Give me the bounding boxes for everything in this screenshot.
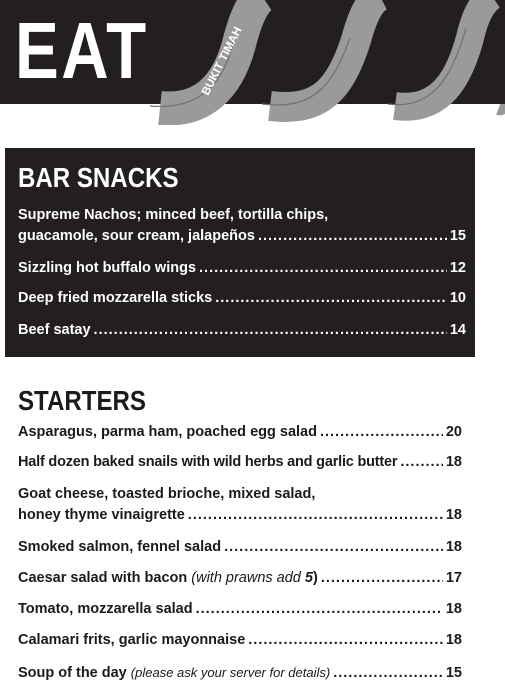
- menu-item-name-line1: Supreme Nachos; minced beef, tortilla chips,: [18, 207, 329, 223]
- menu-item-name: Caesar salad with bacon: [18, 570, 188, 586]
- menu-item: [18, 537, 462, 558]
- menu-item-name: Asparagus, parma ham, poached egg salad: [18, 424, 317, 440]
- dot-leader: [188, 505, 443, 526]
- menu-item-price: 18: [445, 632, 462, 648]
- menu-item-price: 18: [445, 454, 462, 470]
- menu-item: [18, 630, 462, 651]
- dot-leader: [196, 599, 443, 620]
- dot-leader: [258, 226, 447, 247]
- menu-item-note: (with prawns add: [191, 570, 305, 586]
- menu-item-name-group: [18, 662, 330, 684]
- menu-item: [18, 258, 466, 279]
- menu-item-price: 15: [449, 228, 466, 244]
- menu-item-name-line1: Goat cheese, toasted brioche, mixed salad,: [18, 486, 316, 502]
- menu-item-price: 18: [445, 601, 462, 617]
- menu-item-price: 18: [445, 507, 462, 523]
- dot-leader: [333, 663, 443, 684]
- section-title-starters: STARTERS: [18, 385, 146, 416]
- section-title-bar-snacks: BAR SNACKS: [18, 162, 179, 193]
- menu-item: [18, 599, 462, 620]
- menu-item-price: 10: [449, 290, 466, 306]
- menu-item-price: 12: [449, 260, 466, 276]
- dot-leader: [320, 422, 443, 443]
- menu-item-name: Smoked salmon, fennel salad: [18, 539, 222, 555]
- menu-item-name: Soup of the day: [18, 665, 127, 681]
- menu-item-name: Beef satay: [18, 322, 91, 338]
- menu-item: [18, 452, 462, 473]
- menu-item: [18, 662, 462, 684]
- dot-leader: [321, 568, 443, 589]
- menu-item-price: 14: [449, 322, 466, 338]
- menu-item-name: Calamari frits, garlic mayonnaise: [18, 632, 246, 648]
- menu-item-note-price: 5: [304, 570, 313, 586]
- menu-item-price: 18: [445, 539, 462, 555]
- menu-item-name: guacamole, sour cream, jalapeños: [18, 228, 255, 244]
- bar-snacks-section: [5, 148, 475, 357]
- dot-leader: [400, 452, 442, 473]
- menu-item: [18, 422, 462, 443]
- menu-item-name: Sizzling hot buffalo wings: [18, 260, 197, 276]
- menu-item-price: 15: [445, 665, 462, 681]
- menu-item: [18, 568, 462, 589]
- dot-leader: [94, 320, 447, 341]
- menu-item-name: honey thyme vinaigrette: [18, 507, 185, 523]
- dot-leader: [215, 288, 447, 309]
- menu-item-name: Tomato, mozzarella salad: [18, 601, 193, 617]
- menu-item-note: (please ask your server for details): [130, 665, 331, 680]
- banner-location-label: BUKIT TIMAH: [199, 25, 245, 98]
- menu-item: [18, 320, 466, 341]
- menu-item: [18, 484, 462, 526]
- dot-leader: [248, 630, 443, 651]
- menu-item-name: Half dozen baked snails with wild herbs and garlic butter: [18, 454, 398, 470]
- menu-item-name-group: [18, 568, 318, 589]
- header-banner: [0, 0, 505, 104]
- page-title: EAT: [15, 6, 149, 95]
- banner-ribbons-graphic: [0, 0, 505, 125]
- menu-item: [18, 288, 466, 309]
- menu-item-name: Deep fried mozzarella sticks: [18, 290, 213, 306]
- dot-leader: [224, 537, 443, 558]
- menu-item-price: 20: [445, 424, 462, 440]
- menu-item-price: 17: [445, 570, 462, 586]
- menu-item-note-close: ): [312, 570, 318, 586]
- dot-leader: [199, 258, 447, 279]
- menu-item: [18, 205, 466, 247]
